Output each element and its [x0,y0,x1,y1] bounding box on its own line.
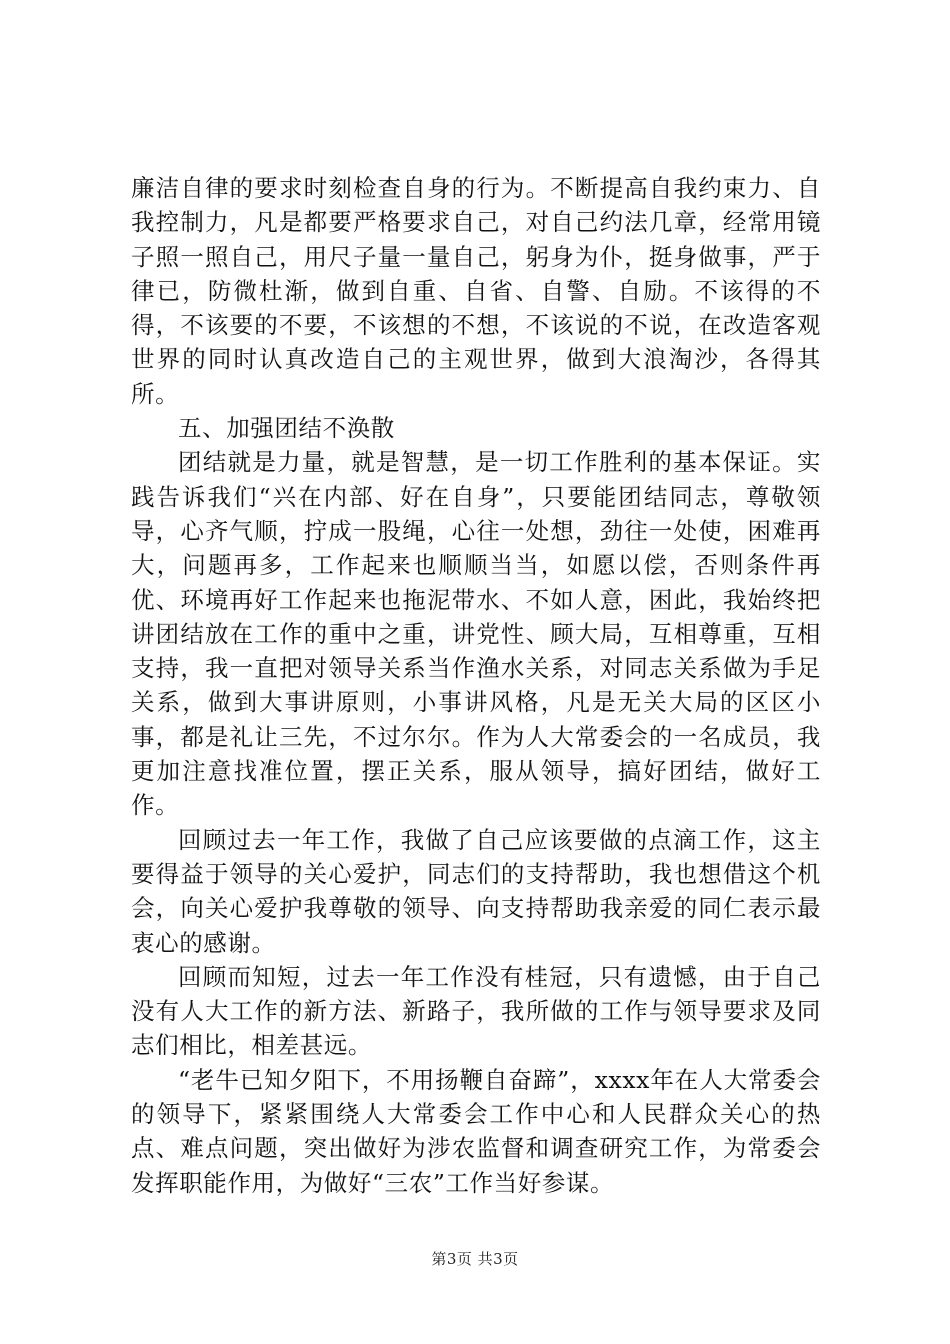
paragraph-shortcomings: 回顾而知短，过去一年工作没有桂冠，只有遗憾，由于自己没有人大工作的新方法、新路子，我所做的工作与领导要求及同志们相比，相差甚远。 [131,962,821,1060]
paragraph-continued: 廉洁自律的要求时刻检查自身的行为。不断提高自我约束力、自我控制力，凡是都要严格要求自己，对自己约法几章，经常用镜子照一照自己，用尺子量一量自己，躬身为仆，挺身做事，严于律已，防微杜渐，做到自重、自省、自警、自励。不该得的不得，不该要的不要，不该想的不想，不该说的不说，在改造客观世界的同时认真改造自己的主观世界，做到大浪淘沙，各得其所。 [131,174,821,408]
document-body [131,171,821,1200]
page-number-footer: 第3页 共3页 [431,1250,519,1268]
paragraph-review: 回顾过去一年工作，我做了自己应该要做的点滴工作，这主要得益于领导的关心爱护，同志们的支持帮助，我也想借这个机会，向关心爱护我尊敬的领导、向支持帮助我亲爱的同仁表示最衷心的感谢。 [131,825,821,957]
paragraph-outlook: “老牛已知夕阳下，不用扬鞭自奋蹄”，xxxx年在人大常委会的领导下，紧紧围绕人大常委会工作中心和人民群众关心的热点、难点问题，突出做好为涉农监督和调查研究工作，为常委会发挥职能作用，为做好“三农”工作当好参谋。 [131,1065,821,1197]
section-heading: 五、加强团结不涣散 [178,414,395,443]
paragraph-unity: 团结就是力量，就是智慧，是一切工作胜利的基本保证。实践告诉我们“兴在内部、好在自身”，只要能团结同志，尊敬领导，心齐气顺，拧成一股绳，心往一处想，劲往一处使，困难再大，问题再多，工作起来也顺顺当当，如愿以偿，否则条件再优、环境再好工作起来也拖泥带水、不如人意，困此，我始终把讲团结放在工作的重中之重，讲党性、顾大局，互相尊重，互相支持，我一直把对领导关系当作渔水关系，对同志关系做为手足关系，做到大事讲原则，小事讲风格，凡是无关大局的区区小事，都是礼让三先，不过尔尔。作为人大常委会的一名成员，我更加注意找准位置，摆正关系，服从领导，搞好团结，做好工作。 [131,448,821,820]
